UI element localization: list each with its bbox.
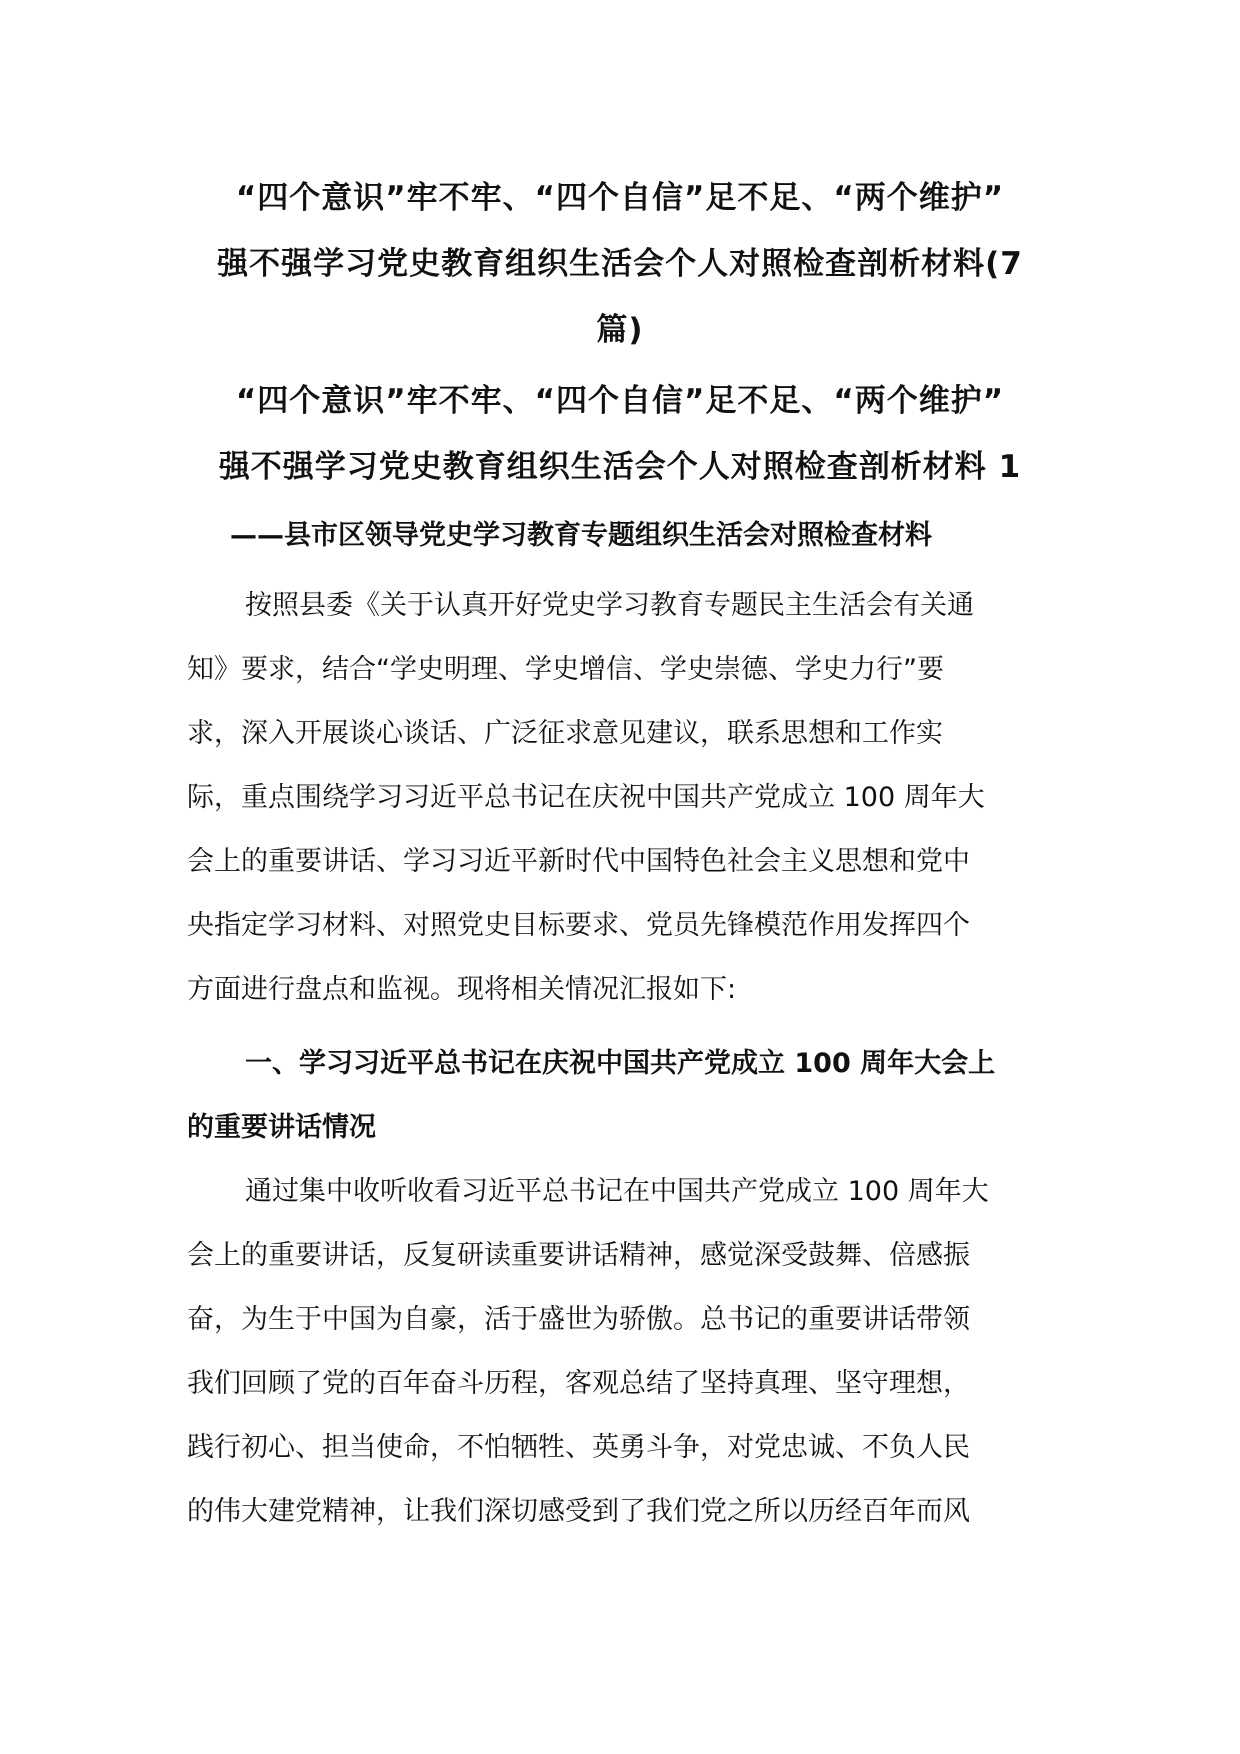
article-title-line: 强不强学习党史教育组织生活会个人对照检查剖析材料 1 [218,449,1022,485]
section-heading [187,1032,1067,1160]
paragraph-line: 央指定学习材料、对照党史目标要求、党员先锋模范作用发挥四个 [187,910,970,941]
paragraph-line: 我们回顾了党的百年奋斗历程，客观总结了坚持真理、坚守理想， [187,1368,970,1399]
paragraph-line: 通过集中收听收看习近平总书记在中国共产党成立 100 周年大 [245,1176,989,1207]
section-heading-line: 的重要讲话情况 [187,1112,376,1143]
main-title-line: 强不强学习党史教育组织生活会个人对照检查剖析材料(7 [217,246,1023,282]
paragraph-line: 际，重点围绕学习习近平总书记在庆祝中国共产党成立 100 周年大 [187,782,985,813]
paragraph-line: 会上的重要讲话，反复研读重要讲话精神，感觉深受鼓舞、倍感振 [187,1240,970,1271]
paragraph-line: 的伟大建党精神，让我们深切感受到了我们党之所以历经百年而风 [187,1496,970,1527]
main-title [170,165,1070,363]
article-subheading: ——县市区领导党史学习教育专题组织生活会对照检查材料 [230,520,932,551]
paragraph-line: 践行初心、担当使命，不怕牺牲、英勇斗争，对党忠诚、不负人民 [187,1432,970,1463]
intro-paragraph [187,574,1067,1022]
paragraph-line: 按照县委《关于认真开好党史学习教育专题民主生活会有关通 [245,590,974,621]
main-title-line: “四个意识”牢不牢、“四个自信”足不足、“两个维护” [235,180,1005,216]
body-paragraph [187,1160,1067,1544]
paragraph-line: 求，深入开展谈心谈话、广泛征求意见建议，联系思想和工作实 [187,718,943,749]
paragraph-line: 会上的重要讲话、学习习近平新时代中国特色社会主义思想和党中 [187,846,970,877]
main-title-line: 篇) [596,312,644,348]
paragraph-line: 方面进行盘点和监视。现将相关情况汇报如下: [187,974,737,1005]
article-title [170,368,1070,500]
section-heading-line: 一、学习习近平总书记在庆祝中国共产党成立 100 周年大会上 [245,1048,996,1079]
paragraph-line: 奋，为生于中国为自豪，活于盛世为骄傲。总书记的重要讲话带领 [187,1304,970,1335]
article-title-line: “四个意识”牢不牢、“四个自信”足不足、“两个维护” [235,383,1005,419]
paragraph-line: 知》要求，结合“学史明理、学史增信、学史崇德、学史力行”要 [187,654,944,685]
